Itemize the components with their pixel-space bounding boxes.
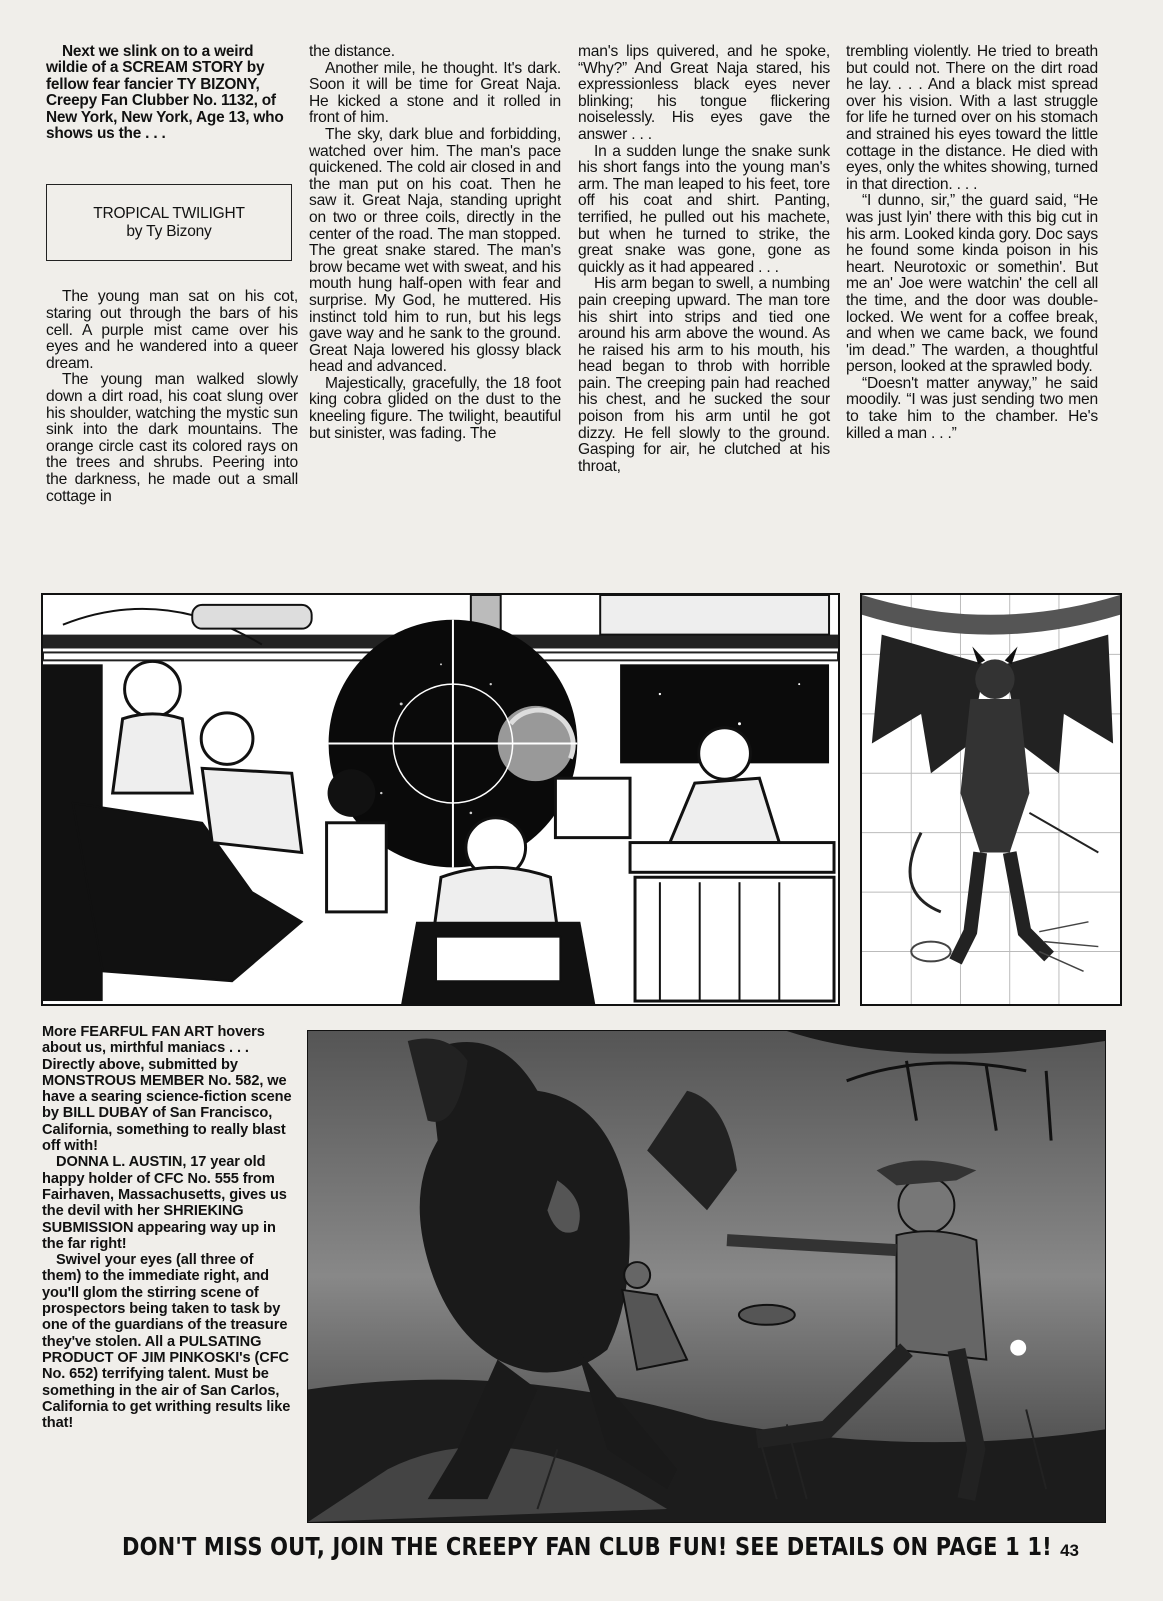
column-4 <box>846 44 1098 442</box>
story-paragraph: the distance. <box>309 43 395 60</box>
caption-paragraph: Swivel your eyes (all three of them) to the immediate right, and you'll glom the stirring scene of prospectors being taken to task by one of the guardians of the treasure they've stolen. All a PULSATING PRODUCT OF JIM PINKOSKI's (CFC No. 652) terrifying talent. Must be something in the air of San Carlos, California to get writhing results like that! <box>42 1252 291 1432</box>
story-paragraph: The young man sat on his cot, staring out through the bars of his cell. A purple mist came over his eyes and he wandered into a queer dream. <box>46 288 298 372</box>
scifi-illustration <box>41 593 840 1006</box>
story-paragraph: The young man walked slowly down a dirt road, his coat slung over his shoulder, watching the mystic sun sink into the dark mountains. The orange circle cast its colored rays on the trees and shrubs. Peering into the darkness, he made out a small cottage in <box>46 371 298 505</box>
story-paragraph: man's lips quivered, and he spoke, “Why?” And Great Naja stared, his expressionless black eyes never blinking; his tongue flickering noiselessly. His eyes gave the answer . . . <box>578 43 830 143</box>
story-paragraph: Another mile, he thought. It's dark. Soon it will be time for Great Naja. He kicked a stone and it rolled in front of him. <box>309 59 561 127</box>
story-title-box <box>46 184 292 261</box>
caption-paragraph: DONNA L. AUSTIN, 17 year old happy holder of CFC No. 555 from Fairhaven, Massachusetts, gives us the devil with her SHRIEKING SUBMISSION appearing way up in the far right! <box>42 1154 287 1252</box>
devil-art-graphic <box>862 595 1120 1004</box>
story-title: TROPICAL TWILIGHT <box>93 204 245 222</box>
column-2 <box>309 44 561 442</box>
scifi-art-graphic <box>43 595 838 1004</box>
prospectors-illustration <box>307 1030 1106 1523</box>
caption-paragraph: More FEARFUL FAN ART hovers about us, mirthful maniacs . . . Directly above, submitted by MONSTROUS MEMBER No. 582, we have a searing science-fiction scene by BILL DUBAY of San Francisco, California, something to really blast off with! <box>42 1024 292 1155</box>
story-paragraph: His arm began to swell, a numbing pain creeping upward. The man tore his shirt into strips and tied one around his arm above the wound. As he raised his arm to his mouth, his head began to throb with horrible pain. The creeping pain had reached his chest, and he sucked the sour poison from his arm until he got dizzy. He fell slowly to the ground. Gasping for air, he clutched at his throat, <box>578 275 830 475</box>
page-number: 43 <box>1060 1541 1079 1560</box>
story-paragraph: “I dunno, sir,” the guard said, “He was just lyin' there with this big cut in his arm. Looked kinda gory. Doc says he found some kinda poison in his heart. Neurotoxic or somethin'. But me an' Joe were watchin' the cell all the time, and the door was double-locked. We went for a coffee break, and when we came back, we found 'im dead.” The warden, a thoughtful person, looked at the sprawled body. <box>846 192 1098 376</box>
story-paragraph: trembling violently. He tried to breath but could not. There on the dirt road he lay. . . . And a black mist spread over his vision. With a last struggle for life he turned over on his stomach and strained his eyes toward the little cottage in the distance. He died with eyes, only the whites showing, turned in that direction. . . . <box>846 43 1098 193</box>
column-3 <box>578 44 830 475</box>
prospectors-art-graphic <box>308 1031 1105 1522</box>
fan-club-banner: DON'T MISS OUT, JOIN THE CREEPY FAN CLUB FUN! SEE DETAILS ON PAGE 1 1! <box>122 1532 1052 1561</box>
story-paragraph: Majestically, gracefully, the 18 foot king cobra glided on the dust to the kneeling figure. The twilight, beautiful but sinister, was fading. The <box>309 374 561 442</box>
story-byline: by Ty Bizony <box>126 222 212 240</box>
story-paragraph: In a sudden lunge the snake sunk his short fangs into the young man's arm. The man leaped to his feet, tore off his coat and shirt. Panting, terrified, he pulled out his machete, but when he turned to strike, the great snake was gone, gone as quickly as it had appeared . . . <box>578 142 830 276</box>
devil-illustration <box>860 593 1122 1006</box>
story-paragraph: The sky, dark blue and forbidding, watched over him. The man's pace quickened. The cold air closed in and the man put on his coat. Then he saw it. Great Naja, standing upright on two or three coils, directly in the center of the road. The man stopped. The great snake stared. The man's brow became wet with sweat, and his mouth hung half-open with fear and surprise. My God, he muttered. His instinct told him to run, but his legs gave way and he sank to the ground. Great Naja lowered his glossy black head and advanced. <box>309 125 561 376</box>
column-1 <box>46 44 298 505</box>
intro-text: Next we slink on to a weird wildie of a SCREAM STORY by fellow fear fancier TY BIZONY, Creepy Fan Clubber No. 1132, of New York, New York, Age 13, who shows us the . . . <box>46 43 284 143</box>
story-paragraph: “Doesn't matter anyway,” he said moodily. “I was just sending two men to take him to the chamber. He's killed a man . . .” <box>846 374 1098 442</box>
fan-art-caption <box>42 1024 292 1431</box>
